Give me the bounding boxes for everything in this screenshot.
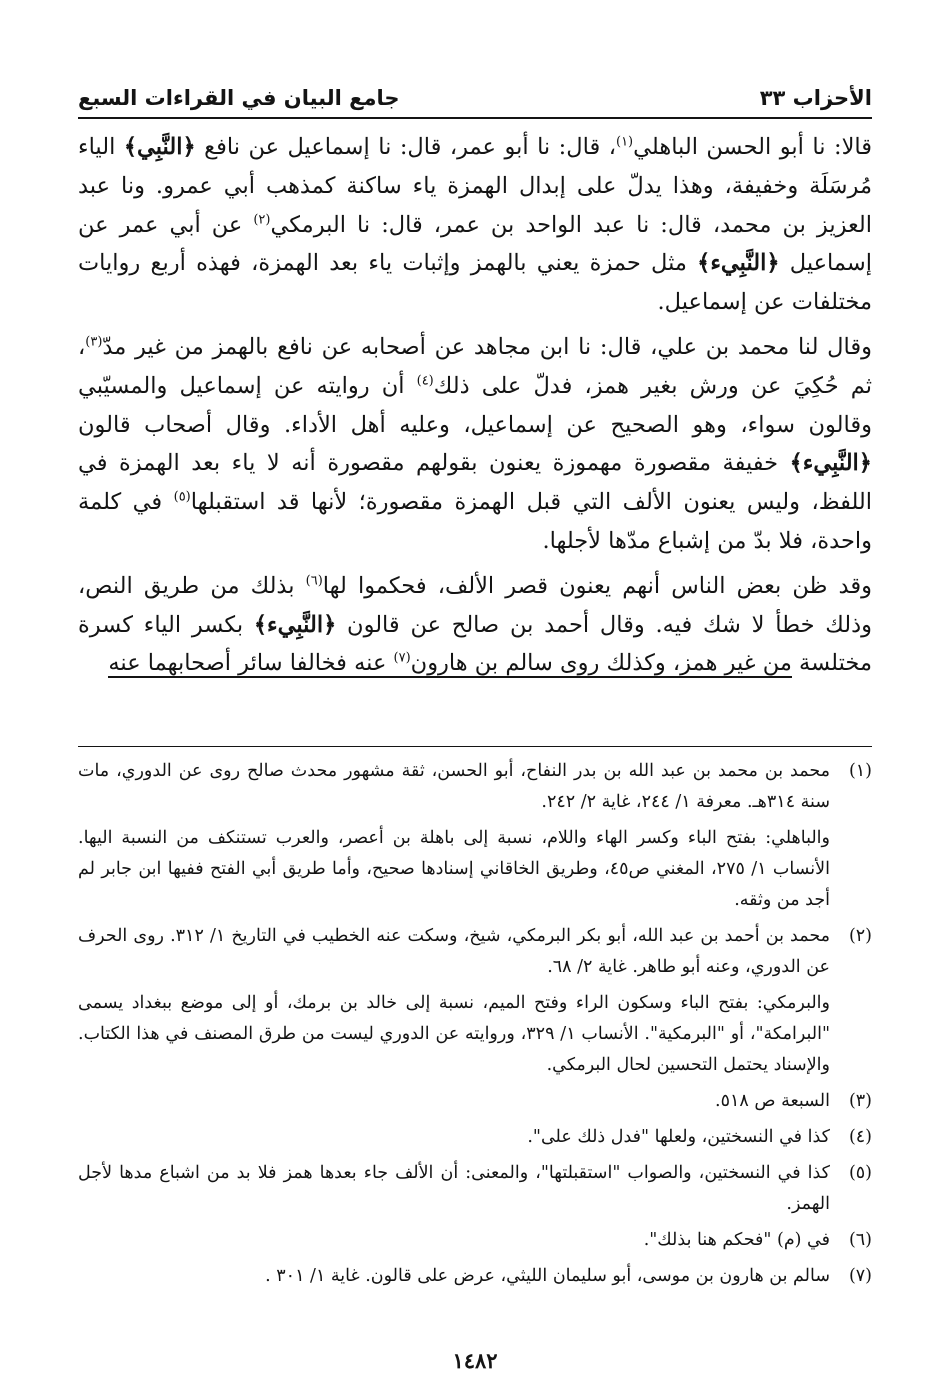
footnote-ref-5[interactable]: (٥) (173, 489, 191, 505)
footnote-1 (78, 756, 872, 916)
quran-word: ﴿النَّبِيء﴾ (697, 250, 780, 277)
footnote-ref-2[interactable]: (٢) (253, 212, 271, 228)
footnote-7 (78, 1261, 872, 1292)
footnote-body: محمد بن محمد بن عبد الله بن بدر النفاح، أبو الحسن، ثقة مشهور محدث صالح روى عن الدوري، مات سنة ٣١٤هـ. معرفة ١/ ٢٤٤، غاية ٢/ ٢٤٢. والباهلي: بفتح الباء وكسر الهاء واللام، نسبة إلى باهلة بن أعصر، والعرب تستنكف من النسبة اليها. الأنساب ١/ ٢٧٥، المغني ص٤٥، وطريق الخاقاني إسنادها صحيح، وأما طريق أبي الفتح ففيها ابن جابر لم أجد من وثقه. (78, 761, 831, 910)
quran-word: ﴿النَّبِيء﴾ (253, 611, 337, 638)
footnote-3 (78, 1086, 872, 1117)
main-text (78, 128, 872, 689)
paragraph-2: وقال لنا محمد بن علي، قال: نا ابن مجاهد عن أصحابه عن نافع بالهمز من غير مدّ$^{(٣)}$، ثم حُكِيَ عن ورش بغير همز، فدلّ على ذلك$^{(٤)}$ أن روايته عن إسماعيل والمسيّبي وقالون سواء، وهو الصحيح عن إسماعيل، وعليه أهل الأداء. وقال أصحاب قالون ﴿النَّبِيء﴾ خفيفة مقصورة مهموزة يعنون بقولهم مقصورة أنه لا ياء بعد الهمزة في اللفظ، وليس يعنون الألف التي قبل الهمزة مقصورة؛ لأنها قد استقبلها$^{(٥)}$ في كلمة واحدة، فلا بدّ من إشباع مدّها لأجلها. (78, 333, 873, 554)
footnote-number: (٦) (848, 1230, 872, 1250)
underlined-phrase: من غير همز، وكذلك روى سالم بن هارون$^{(٧)}$ عنه فخالفا سائر أصحابهما عنه (108, 650, 792, 677)
footnote-ref-7[interactable]: (٧) (393, 650, 411, 666)
footnote-4 (78, 1122, 872, 1153)
footnote-ref-6[interactable]: (٦) (305, 573, 323, 589)
footnote-2 (78, 921, 872, 1081)
header-rule (78, 117, 872, 119)
footnote-number: (٥) (848, 1163, 872, 1183)
footnote-ref-1[interactable]: (١) (615, 134, 634, 150)
header-chapter: الأحزاب ٣٣ (759, 86, 872, 110)
footnote-number: (٤) (848, 1127, 872, 1147)
page-number: ١٤٨٢ (452, 1348, 498, 1373)
footnote-body: السبعة ص ٥١٨. (715, 1091, 830, 1111)
footnote-body: في (م) "فحكم هنا بذلك". (643, 1230, 830, 1250)
footnote-body: كذا في النسختين، والصواب "استقبلتها"، والمعنى: أن الألف جاء بعدها همز فلا بد من اشباع مدها لأجل الهمز. (78, 1163, 830, 1214)
footnotes-separator (78, 746, 872, 747)
footnote-number: (٢) (848, 926, 872, 946)
running-header (78, 76, 872, 110)
paragraph-1: قالا: نا أبو الحسن الباهلي$^{(١)}$، قال: نا أبو عمر، قال: نا إسماعيل عن نافع ﴿النَّبِي﴾ الياء مُرسَلَة وخفيفة، وهذا يدلّ على إبدال الهمزة ياء ساكنة كمذهب أبي عمرو. ونا عبد العزيز بن محمد، قال: نا عبد الواحد بن عمر، قال: نا البرمكي$^{(٢)}$ عن أبي عمر عن إسماعيل ﴿النَّبِيء﴾ مثل حمزة يعني بالهمز وإثبات ياء بعد الهمزة، فهذه أربع روايات مختلفات عن إسماعيل. (78, 134, 873, 316)
footnote-body: سالم بن هارون بن موسى، أبو سليمان الليثي، عرض على قالون. غاية ١/ ٣٠١ . (265, 1266, 830, 1286)
footnote-number: (٣) (848, 1091, 872, 1111)
paragraph-3: وقد ظن بعض الناس أنهم يعنون قصر الألف، فحكموا لها$^{(٦)}$ بذلك من طريق النص، وذلك خطأ لا شك فيه. وقال أحمد بن صالح عن قالون ﴿النَّبِيء﴾ بكسر الياء كسرة مختلسة من غير همز، وكذلك روى سالم بن هارون$^{(٧)}$ عنه فخالفا سائر أصحابهما عنه (78, 572, 873, 677)
footnote-number: (٧) (848, 1266, 872, 1286)
footnote-body: محمد بن أحمد بن عبد الله، أبو بكر البرمكي، شيخ، وسكت عنه الخطيب في التاريخ ١/ ٣١٢. روى الحرف عن الدوري، وعنه أبو طاهر. غاية ٢/ ٦٨. والبرمكي: بفتح الباء وسكون الراء وفتح الميم، نسبة إلى خالد بن برمك، أو إلى موضع ببغداد يسمى "البرامكة"، أو "البرمكية". الأنساب ١/ ٣٢٩، وروايته عن الدوري ليست من طرق المصنف في هذا الكتاب. والإسناد يحتمل التحسين لحال البرمكي. (78, 926, 831, 1075)
footnote-body: كذا في النسختين، ولعلها "فدل ذلك على". (527, 1127, 830, 1147)
footnote-6 (78, 1225, 872, 1256)
footnote-5 (78, 1158, 872, 1220)
quran-word: ﴿النَّبِيء﴾ (789, 450, 872, 477)
header-book-title: جامع البيان في القراءات السبع (78, 86, 400, 110)
footnote-number: (١) (848, 761, 872, 781)
footnote-ref-3[interactable]: (٣) (85, 334, 103, 350)
footnotes (78, 756, 872, 1297)
footnote-ref-4[interactable]: (٤) (416, 373, 434, 389)
quran-word: ﴿النَّبِي﴾ (123, 134, 196, 160)
